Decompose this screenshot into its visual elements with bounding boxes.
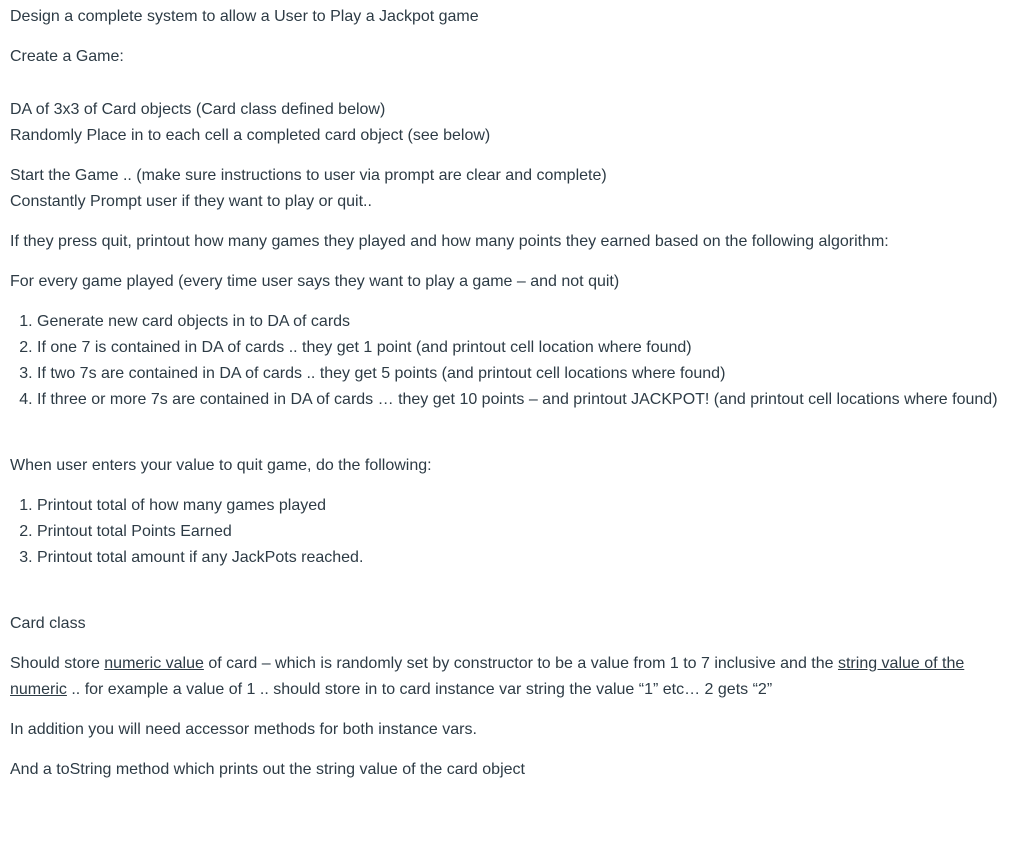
accessor-line: In addition you will need accessor methods for both instance vars. <box>10 721 477 738</box>
card-desc-text: of card – which is randomly set by constructor to be a value from 1 to 7 inclusive and the <box>203 655 838 672</box>
da-line-1: DA of 3x3 of Card objects (Card class defined below) <box>10 101 386 118</box>
list-item: 2. Printout total Points Earned <box>37 519 1014 545</box>
list-item: 3. Printout total amount if any JackPots reached. <box>37 545 1014 571</box>
list-item: 1. Generate new card objects in to DA of cards <box>37 309 1014 335</box>
start-line-1: Start the Game .. (make sure instructions to user via prompt are clear and complete) <box>10 167 607 184</box>
string-value-term: string value of the numeric <box>10 655 965 698</box>
card-class-heading: Card class <box>10 615 86 632</box>
numeric-value-term: numeric value <box>104 655 204 672</box>
quit-steps-list <box>10 493 1014 571</box>
algorithm-list <box>10 309 1014 413</box>
start-line-2: Constantly Prompt user if they want to play or quit.. <box>10 193 372 210</box>
title-line: Design a complete system to allow a User to Play a Jackpot game <box>10 8 479 25</box>
da-line-2: Randomly Place in to each cell a completed card object (see below) <box>10 127 491 144</box>
create-heading: Create a Game: <box>10 48 124 65</box>
card-desc-text: .. for example a value of 1 .. should store in to card instance var string the value “1” etc… 2 gets “2” <box>66 681 773 698</box>
list-item: 4. If three or more 7s are contained in DA of cards … they get 10 points – and printout JACKPOT! (and printout cell locations where found) <box>37 387 1014 413</box>
every-game-line: For every game played (every time user says they want to play a game – and not quit) <box>10 273 620 290</box>
list-item: 1. Printout total of how many games played <box>37 493 1014 519</box>
quit-line: If they press quit, printout how many games they played and how many points they earned based on the following algorithm: <box>10 233 889 250</box>
when-quit-line: When user enters your value to quit game, do the following: <box>10 457 432 474</box>
card-desc-text: Should store <box>10 655 105 672</box>
list-item: 3. If two 7s are contained in DA of cards .. they get 5 points (and printout cell locations where found) <box>37 361 1014 387</box>
card-description <box>10 651 1014 703</box>
tostring-line: And a toString method which prints out the string value of the card object <box>10 761 525 778</box>
list-item: 2. If one 7 is contained in DA of cards .. they get 1 point (and printout cell location where found) <box>37 335 1014 361</box>
